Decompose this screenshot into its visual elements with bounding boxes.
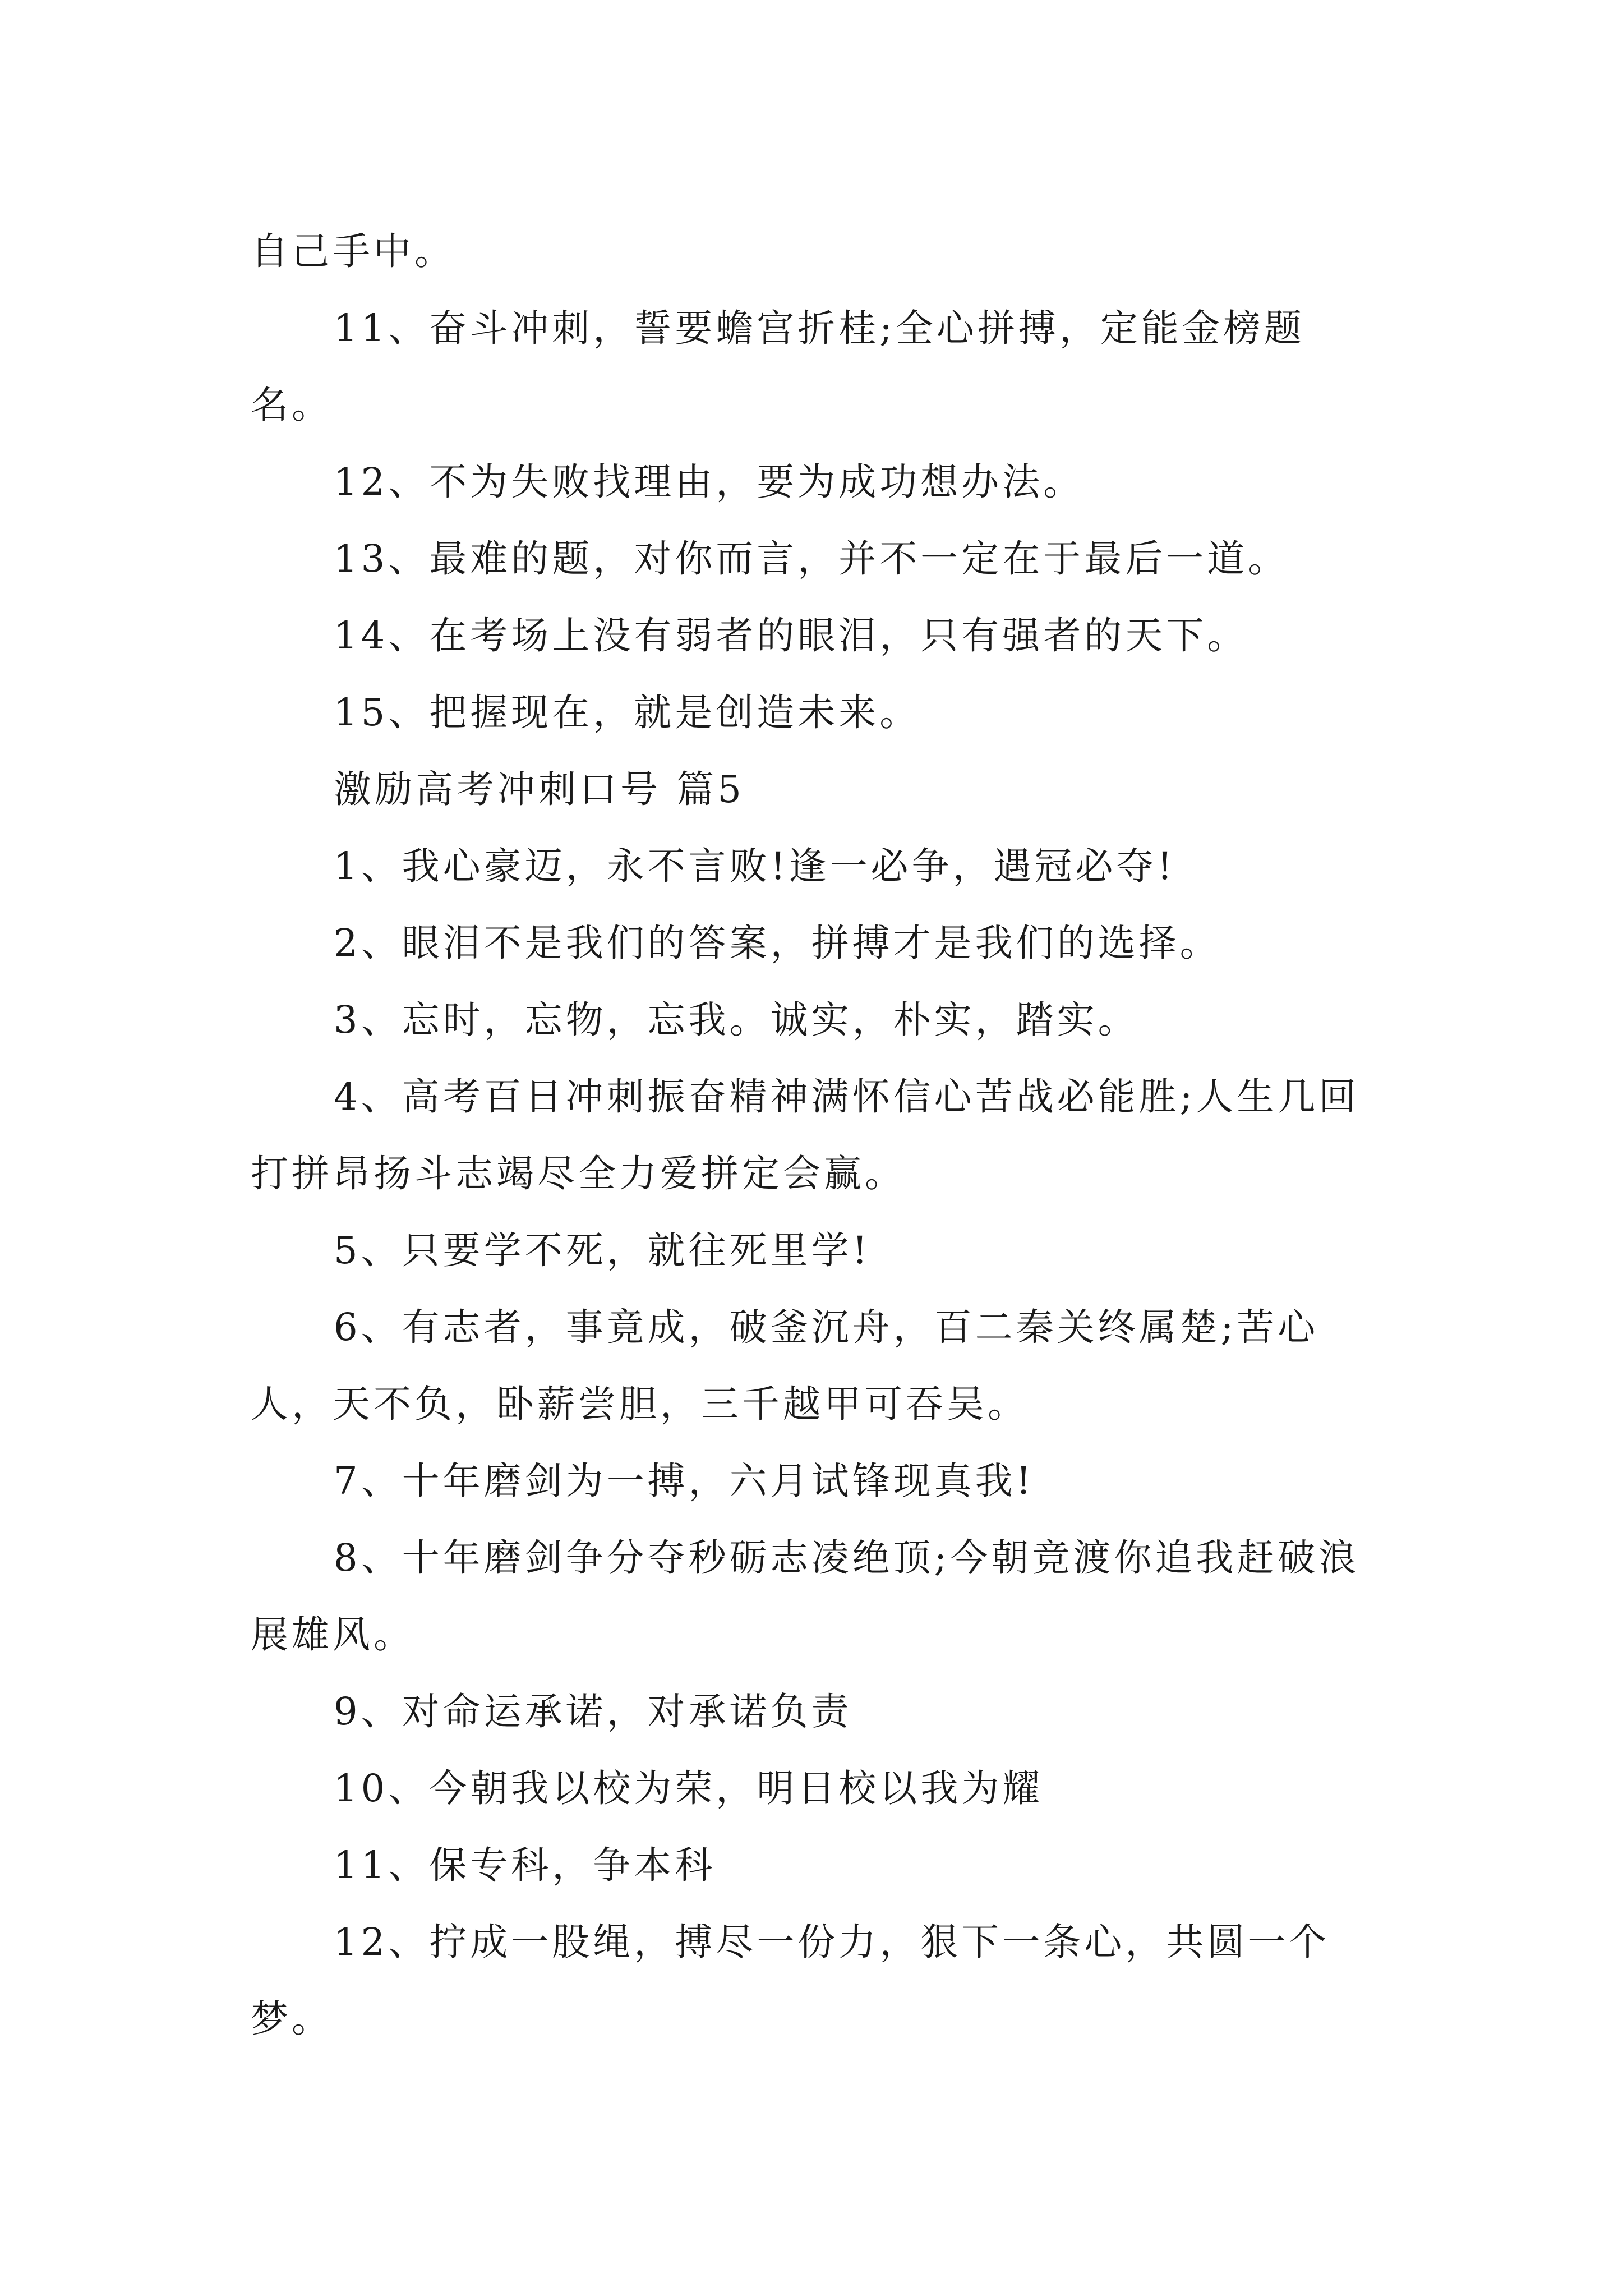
slogan-item: 7、十年磨剑为一搏，六月试锋现真我! bbox=[334, 1459, 1035, 1503]
slogan-item: 9、对命运承诺，对承诺负责 bbox=[334, 1690, 852, 1733]
document-body bbox=[251, 213, 1372, 2058]
section-heading: 激励高考冲刺口号 篇5 bbox=[334, 767, 745, 811]
slogan-item: 14、在考场上没有弱者的眼泪，只有强者的天下。 bbox=[334, 614, 1248, 657]
paragraph-continuation: 自己手中。 bbox=[251, 229, 455, 273]
slogan-item: 10、今朝我以校为荣，明日校以我为耀 bbox=[334, 1766, 1044, 1810]
slogan-item: 12、不为失败找理由，要为成功想办法。 bbox=[334, 460, 1085, 504]
slogan-item: 11、奋斗冲刺，誓要蟾宫折桂;全心拼搏，定能金榜题名。 bbox=[251, 306, 1305, 427]
slogan-item: 13、最难的题，对你而言，并不一定在于最后一道。 bbox=[334, 537, 1289, 581]
slogan-item: 12、拧成一股绳，搏尽一份力，狠下一条心，共圆一个梦。 bbox=[251, 1920, 1330, 2041]
slogan-item: 5、只要学不死，就往死里学! bbox=[334, 1228, 871, 1272]
slogan-item: 1、我心豪迈，永不言败!逢一必争，遇冠必夺! bbox=[334, 844, 1176, 888]
slogan-item: 3、忘时，忘物，忘我。诚实，朴实，踏实。 bbox=[334, 998, 1139, 1042]
slogan-item: 4、高考百日冲刺振奋精神满怀信心苦战必能胜;人生几回打拼昂扬斗志竭尽全力爱拼定会赢。 bbox=[251, 1075, 1360, 1195]
slogan-item: 11、保专科，争本科 bbox=[334, 1843, 716, 1887]
slogan-item: 8、十年磨剑争分夺秒砺志凌绝顶;今朝竞渡你追我赶破浪展雄风。 bbox=[251, 1536, 1360, 1657]
slogan-item: 6、有志者，事竟成，破釜沉舟，百二秦关终属楚;苦心人，天不负，卧薪尝胆，三千越甲可吞吴。 bbox=[251, 1305, 1319, 1426]
slogan-item: 2、眼泪不是我们的答案，拼搏才是我们的选择。 bbox=[334, 921, 1221, 965]
slogan-item: 15、把握现在，就是创造未来。 bbox=[334, 691, 921, 734]
